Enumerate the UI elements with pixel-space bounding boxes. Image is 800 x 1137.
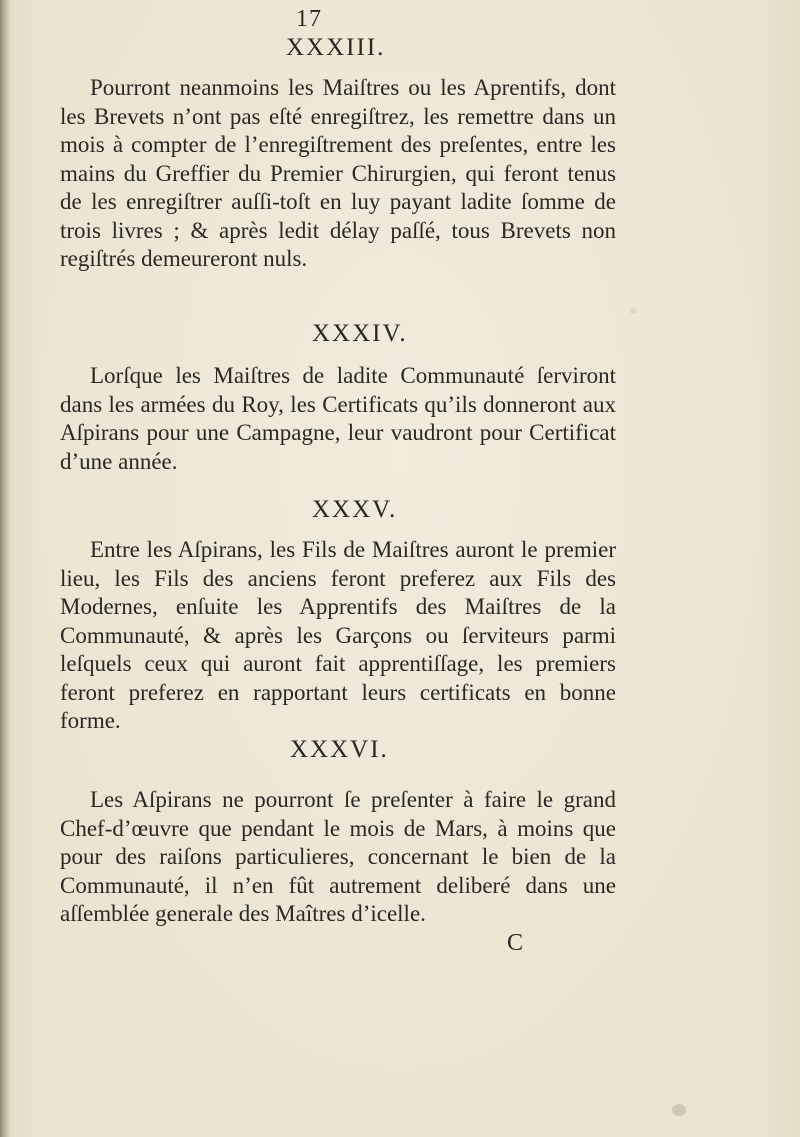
section-paragraph-34: Lorſque les Maiſtres de ladite Communauté ſerviront dans les armées du Roy, les Certificats qu’ils donneront aux Aſpirans pour une Campagne, leur vaudront pour Certificat d’une année. (60, 363, 616, 474)
section-heading-35: XXXV. (312, 496, 398, 523)
section-paragraph-36: Les Aſpirans ne pourront ſe preſenter à faire le grand Chef-d’œuvre que pendant le mois de Mars, à moins que pour des raiſons particulieres, concernant le bien de la Communauté, il n’en fût autrement deliberé dans une aſſemblée generale des Maîtres d’icelle. (60, 787, 616, 926)
section-paragraph-33: Pourront neanmoins les Maiſtres ou les Aprentifs, dont les Brevets n’ont pas eſté enregiſtrez, les remettre dans un mois à compter de l’enregiſtrement des preſentes, entre les mains du Greffier du Premier Chirurgien, qui feront tenus de les enregiſtrer auſſi-toſt en luy payant ladite ſomme de trois livres ; & après ledit délay paſſé, tous Brevets non regiſtrés demeureront nuls. (60, 75, 616, 271)
section-heading-36: XXXVI. (290, 736, 389, 763)
binding-gutter (0, 0, 10, 1137)
section-heading-34: XXXIV. (312, 320, 408, 347)
paper-stain (630, 308, 636, 314)
signature-mark: C (507, 930, 524, 956)
section-heading-33: XXXIII. (286, 34, 386, 61)
section-paragraph-35: Entre les Aſpirans, les Fils de Maiſtres auront le premier lieu, les Fils des anciens feront preferez aux Fils des Modernes, enſuite les Apprentifs des Maiſtres de la Communauté, & après les Garçons ou ſerviteurs parmi leſquels ceux qui auront fait apprentiſſage, les premiers feront preferez en rapportant leurs certificats en bonne forme. (60, 537, 616, 733)
page-number: 17 (296, 6, 322, 32)
paper-stain (672, 1104, 686, 1116)
